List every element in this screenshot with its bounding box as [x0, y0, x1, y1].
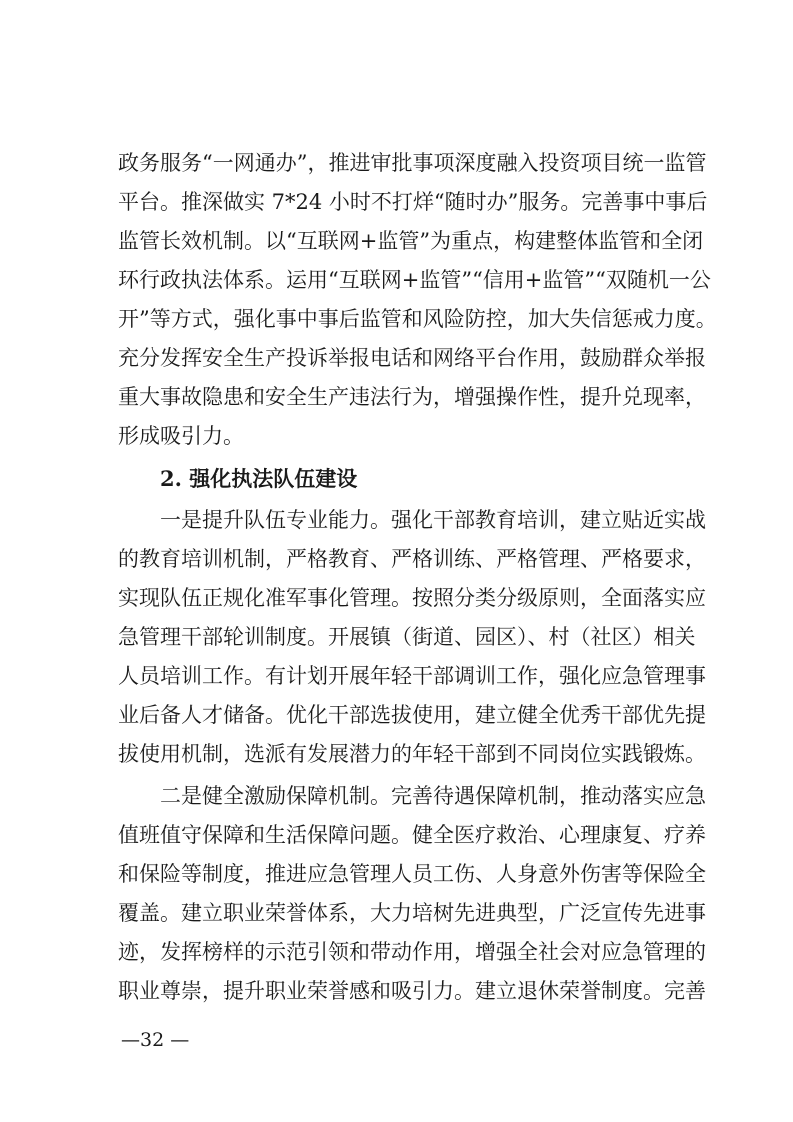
- body-text-line: 开”等方式，强化事中事后监管和风险防控，加大失信惩戒力度。: [118, 307, 717, 331]
- body-text-line: 充分发挥安全生产投诉举报电话和网络平台作用，鼓励群众举报: [118, 346, 706, 370]
- body-text-line: 值班值守保障和生活保障问题。健全医疗救治、心理康复、疗养: [118, 823, 706, 847]
- body-text-line: 重大事故隐患和安全生产违法行为，增强操作性，提升兑现率，: [118, 385, 706, 409]
- body-text-line: 人员培训工作。有计划开展年轻干部调训工作，强化应急管理事: [118, 664, 706, 688]
- body-text-line: 的教育培训机制，严格教育、严格训练、严格管理、严格要求，: [118, 547, 706, 571]
- body-text-line: 业后备人才储备。优化干部选拔使用，建立健全优秀干部优先提: [118, 703, 706, 727]
- body-text-line: 拔使用机制，选派有发展潜力的年轻干部到不同岗位实践锻炼。: [118, 742, 706, 766]
- page-number: —32 —: [121, 1029, 190, 1051]
- body-text-line: 一是提升队伍专业能力。强化干部教育培训，建立贴近实战: [160, 508, 706, 532]
- body-text-line: 平台。推深做实 7*24 小时不打烊“随时办”服务。完善事中事后: [118, 190, 708, 214]
- body-text-line: 和保险等制度，推进应急管理人员工伤、人身意外伤害等保险全: [118, 862, 706, 886]
- body-text-line: 职业尊崇，提升职业荣誉感和吸引力。建立退休荣誉制度。完善: [118, 979, 706, 1003]
- body-text-line: 实现队伍正规化准军事化管理。按照分类分级原则，全面落实应: [118, 586, 706, 610]
- body-text-line: 政务服务“一网通办”，推进审批事项深度融入投资项目统一监管: [118, 151, 707, 175]
- body-text-line: 环行政执法体系。运用“互联网+监管”“信用+监管”“双随机一公: [118, 268, 711, 292]
- section-heading: 2. 强化执法队伍建设: [160, 466, 358, 491]
- body-text-line: 监管长效机制。以“互联网+监管”为重点，构建整体监管和全闭: [118, 229, 704, 253]
- body-text-line: 迹，发挥榜样的示范引领和带动作用，增强全社会对应急管理的: [118, 940, 706, 964]
- body-text-line: 二是健全激励保障机制。完善待遇保障机制，推动落实应急: [160, 784, 706, 808]
- body-text-line: 急管理干部轮训制度。开展镇（街道、园区）、村（社区）相关: [118, 625, 696, 649]
- body-text-line: 覆盖。建立职业荣誉体系，大力培树先进典型，广泛宣传先进事: [118, 901, 706, 925]
- body-text-line: 形成吸引力。: [118, 424, 244, 448]
